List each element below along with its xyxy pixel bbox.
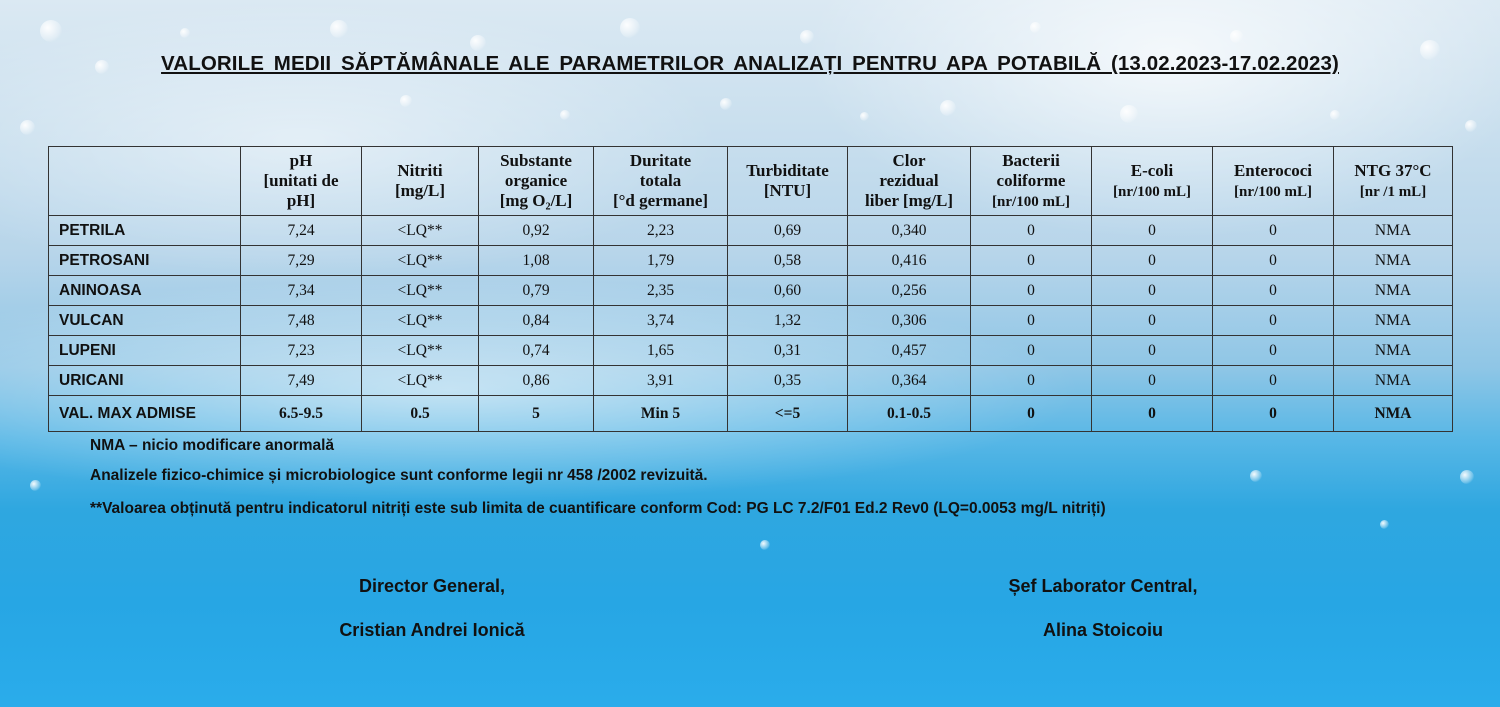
notes — [90, 437, 1106, 533]
cell-ntg: NMA — [1334, 276, 1453, 306]
cell-bacterii: 0 — [971, 366, 1092, 396]
header-nitriti: Nitriti [mg/L] — [362, 147, 479, 216]
cell-duritate: 3,91 — [594, 366, 728, 396]
cell-bacterii: 0 — [971, 306, 1092, 336]
cell-nitriti: <LQ** — [362, 306, 479, 336]
cell-enterococi: 0 — [1213, 216, 1334, 246]
cell-ntg: NMA — [1334, 306, 1453, 336]
row-location: PETROSANI — [49, 246, 241, 276]
signature-role: Director General, — [358, 576, 506, 596]
cell-enterococi: 0 — [1213, 246, 1334, 276]
cell-ph: 6.5-9.5 — [241, 396, 362, 432]
cell-substante: 0,79 — [479, 276, 594, 306]
row-location: PETRILA — [49, 216, 241, 246]
table-row — [49, 366, 1453, 396]
cell-duritate: 2,23 — [594, 216, 728, 246]
cell-bacterii: 0 — [971, 396, 1092, 432]
cell-ph: 7,23 — [241, 336, 362, 366]
table-row — [49, 276, 1453, 306]
table-row — [49, 336, 1453, 366]
cell-turbiditate: 1,32 — [728, 306, 848, 336]
header-substante-organice: Substante organice [mg O₂/L] — [479, 147, 594, 216]
header-ph: pH [unitati de pH] — [241, 147, 362, 216]
cell-enterococi: 0 — [1213, 396, 1334, 432]
cell-ph: 7,48 — [241, 306, 362, 336]
cell-clor: 0,340 — [848, 216, 971, 246]
cell-substante: 0,86 — [479, 366, 594, 396]
row-location: ANINOASA — [49, 276, 241, 306]
table-row — [49, 306, 1453, 336]
cell-ntg: NMA — [1334, 366, 1453, 396]
header-turbiditate: Turbiditate [NTU] — [728, 147, 848, 216]
cell-substante: 5 — [479, 396, 594, 432]
cell-nitriti: <LQ** — [362, 216, 479, 246]
header-ecoli: E-coli [nr/100 mL] — [1092, 147, 1213, 216]
max-values-row — [49, 396, 1453, 432]
cell-substante: 0,84 — [479, 306, 594, 336]
header-bacterii: Bacterii coliforme [nr/100 mL] — [971, 147, 1092, 216]
water-parameters-table — [48, 146, 1453, 432]
header-ntg: NTG 37°C [nr /1 mL] — [1334, 147, 1453, 216]
signature-lab-chief — [903, 576, 1303, 641]
cell-ecoli: 0 — [1092, 366, 1213, 396]
cell-nitriti: <LQ** — [362, 366, 479, 396]
cell-ecoli: 0 — [1092, 216, 1213, 246]
page-title: VALORILE MEDII SĂPTĂMÂNALE ALE PARAMETRILOR ANALIZAȚI PENTRU APA POTABILĂ (13.02.2023-17.02.2023) — [161, 52, 1339, 75]
cell-turbiditate: 0,60 — [728, 276, 848, 306]
cell-ntg: NMA — [1334, 216, 1453, 246]
cell-turbiditate: 0,58 — [728, 246, 848, 276]
cell-ph: 7,49 — [241, 366, 362, 396]
row-location: VULCAN — [49, 306, 241, 336]
cell-substante: 0,92 — [479, 216, 594, 246]
cell-enterococi: 0 — [1213, 306, 1334, 336]
cell-nitriti: <LQ** — [362, 246, 479, 276]
cell-nitriti: <LQ** — [362, 276, 479, 306]
cell-ph: 7,24 — [241, 216, 362, 246]
header-location — [49, 147, 241, 216]
row-location: URICANI — [49, 366, 241, 396]
cell-clor: 0,364 — [848, 366, 971, 396]
cell-clor: 0.1-0.5 — [848, 396, 971, 432]
cell-nitriti: 0.5 — [362, 396, 479, 432]
row-location: VAL. MAX ADMISE — [49, 396, 241, 432]
cell-ntg: NMA — [1334, 336, 1453, 366]
cell-clor: 0,256 — [848, 276, 971, 306]
cell-ecoli: 0 — [1092, 336, 1213, 366]
cell-ntg: NMA — [1334, 246, 1453, 276]
cell-bacterii: 0 — [971, 246, 1092, 276]
cell-duritate: 1,65 — [594, 336, 728, 366]
cell-ecoli: 0 — [1092, 246, 1213, 276]
cell-turbiditate: <=5 — [728, 396, 848, 432]
signature-name: Cristian Andrei Ionică — [339, 620, 525, 640]
cell-clor: 0,457 — [848, 336, 971, 366]
note-nitriti-lq: **Valoarea obținută pentru indicatorul nitriți este sub limita de cuantificare conform Cod: PG LC 7.2/F01 Ed.2 Rev0 (LQ=0.0053 mg/L nitriți) — [90, 500, 1106, 517]
cell-enterococi: 0 — [1213, 366, 1334, 396]
table-header-row — [49, 147, 1453, 216]
table-row — [49, 246, 1453, 276]
cell-turbiditate: 0,35 — [728, 366, 848, 396]
cell-ecoli: 0 — [1092, 306, 1213, 336]
cell-enterococi: 0 — [1213, 276, 1334, 306]
header-enterococi: Enterococi [nr/100 mL] — [1213, 147, 1334, 216]
note-nma: NMA – nicio modificare anormală — [90, 437, 335, 454]
cell-clor: 0,416 — [848, 246, 971, 276]
cell-substante: 0,74 — [479, 336, 594, 366]
signature-name: Alina Stoicoiu — [1042, 620, 1163, 640]
cell-duritate: 2,35 — [594, 276, 728, 306]
cell-substante: 1,08 — [479, 246, 594, 276]
cell-ph: 7,29 — [241, 246, 362, 276]
cell-bacterii: 0 — [971, 216, 1092, 246]
cell-ntg: NMA — [1334, 396, 1453, 432]
cell-duritate: Min 5 — [594, 396, 728, 432]
header-clor: Clor rezidual liber [mg/L] — [848, 147, 971, 216]
cell-bacterii: 0 — [971, 276, 1092, 306]
header-duritate: Duritate totala [°d germane] — [594, 147, 728, 216]
note-conformity: Analizele fizico-chimice și microbiologice sunt conforme legii nr 458 /2002 revizuită. — [90, 467, 708, 484]
cell-nitriti: <LQ** — [362, 336, 479, 366]
cell-enterococi: 0 — [1213, 336, 1334, 366]
cell-turbiditate: 0,69 — [728, 216, 848, 246]
row-location: LUPENI — [49, 336, 241, 366]
cell-turbiditate: 0,31 — [728, 336, 848, 366]
signature-role: Șef Laborator Central, — [1008, 576, 1198, 596]
cell-ecoli: 0 — [1092, 276, 1213, 306]
cell-duritate: 1,79 — [594, 246, 728, 276]
signature-director — [232, 576, 632, 641]
cell-ecoli: 0 — [1092, 396, 1213, 432]
cell-ph: 7,34 — [241, 276, 362, 306]
cell-bacterii: 0 — [971, 336, 1092, 366]
cell-clor: 0,306 — [848, 306, 971, 336]
cell-duritate: 3,74 — [594, 306, 728, 336]
table-row — [49, 216, 1453, 246]
